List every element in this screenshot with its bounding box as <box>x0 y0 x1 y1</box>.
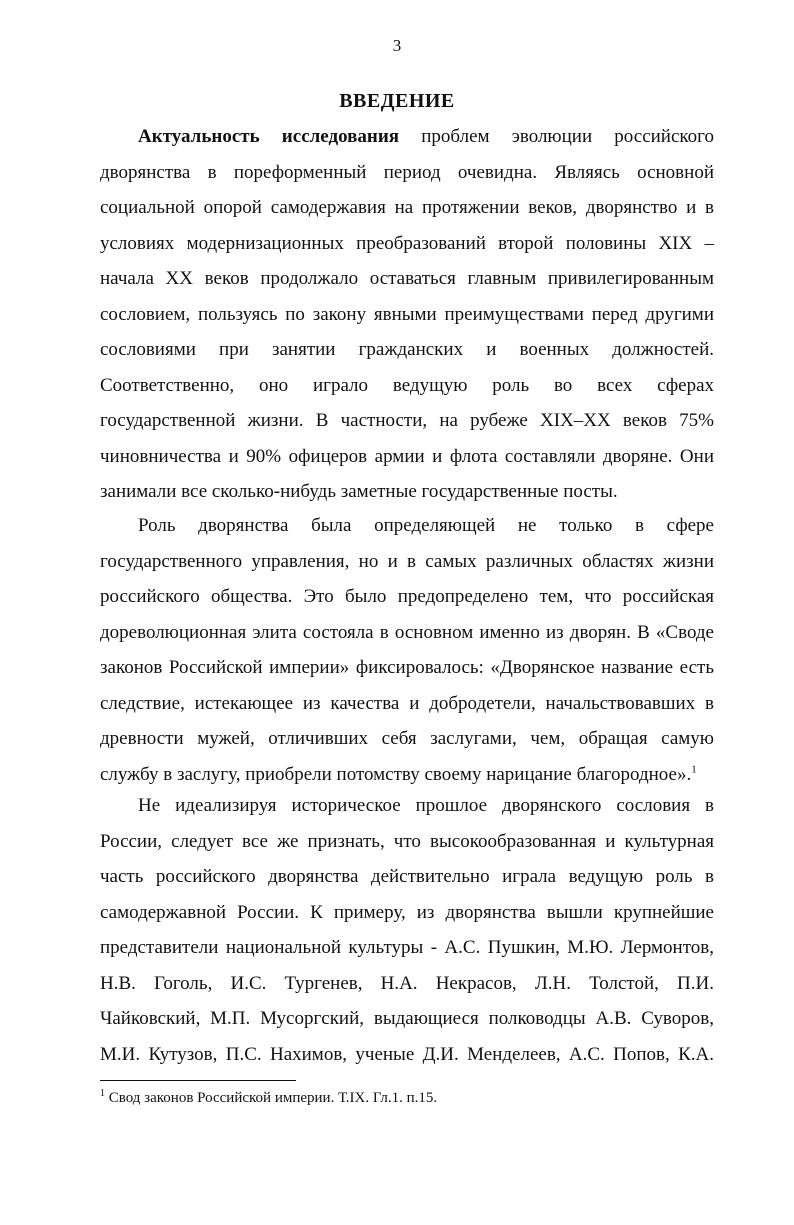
footnote-divider <box>100 1080 296 1081</box>
text-line: условиях модернизационных преобразований второй половины XIX – <box>100 232 714 254</box>
footnote-text: Свод законов Российской империи. Т.IX. Гл.1. п.15. <box>108 1090 438 1106</box>
text-line: Роль дворянства была определяющей не только в сфере <box>138 515 714 536</box>
text-line: Н.В. Гоголь, И.С. Тургенев, Н.А. Некрасов, Л.Н. Толстой, П.И. <box>100 972 714 994</box>
text-line: дворянства в пореформенный период очевидна. Являясь основной <box>100 161 714 183</box>
paragraph-1 <box>100 119 714 510</box>
paragraph-3 <box>100 788 714 1072</box>
bold-lead: Актуальность исследования <box>138 126 400 147</box>
text-line: чиновничества и 90% офицеров армии и флота составляли дворяне. Они <box>100 445 714 467</box>
text-line: представители национальной культуры - А.С. Пушкин, М.Ю. Лермонтов, <box>100 937 714 958</box>
text-line: М.И. Кутузов, П.С. Нахимов, ученые Д.И. Менделеев, А.С. Попов, К.А. <box>100 1043 714 1065</box>
text-line: российского общества. Это было предопределено тем, что российская <box>100 586 714 607</box>
page-number: 3 <box>392 36 402 55</box>
text-line: Чайковский, М.П. Мусоргский, выдающиеся полководцы А.В. Суворов, <box>100 1008 714 1029</box>
text-line-body: службу в заслугу, приобрели потомству своему нарицание благородное». <box>100 763 692 785</box>
footnote <box>100 1090 437 1107</box>
text-line: занимали все сколько-нибудь заметные государственные посты. <box>100 481 618 502</box>
text-line: государственного управления, но и в самых различных областях жизни <box>100 550 714 572</box>
text-line: самодержавной России. К примеру, из дворянства вышли крупнейшие <box>100 901 714 923</box>
text-line: начала XX веков продолжало оставаться главным привилегированным <box>100 268 714 289</box>
text-line: Не идеализируя историческое прошлое дворянского сословия в <box>138 795 714 816</box>
text-line: социальной опорой самодержавия на протяжении веков, дворянство и в <box>100 197 714 218</box>
text-line: следствие, истекающее из качества и добродетели, начальствовавших в <box>100 692 714 714</box>
text-line: сословием, пользуясь по закону явными преимуществами перед другими <box>100 303 714 325</box>
paragraph-2 <box>100 508 714 792</box>
text-line: государственной жизни. В частности, на рубеже XIX–XX веков 75% <box>100 410 714 431</box>
text-line: Соответственно, оно играло ведущую роль во всех сферах <box>100 374 714 396</box>
text-line <box>100 757 714 793</box>
text-line: сословиями при занятии гражданских и военных должностей. <box>100 339 714 360</box>
text-line: часть российского дворянства действительно играла ведущую роль в <box>100 866 714 887</box>
footnote-reference[interactable]: 1 <box>691 763 697 776</box>
text-line: дореволюционная элита состояла в основном именно из дворян. В «Своде <box>100 621 714 643</box>
text-line: Актуальность исследования проблем эволюции российского <box>138 126 714 147</box>
text-line: древности мужей, отличивших себя заслугами, чем, обращая самую <box>100 728 714 749</box>
footnote-marker: 1 <box>100 1088 105 1099</box>
section-heading: ВВЕДЕНИЕ <box>339 90 455 112</box>
text-line: России, следует все же признать, что высокообразованная и культурная <box>100 830 714 852</box>
text-line: законов Российской империи» фиксировалось: «Дворянское название есть <box>100 657 714 678</box>
